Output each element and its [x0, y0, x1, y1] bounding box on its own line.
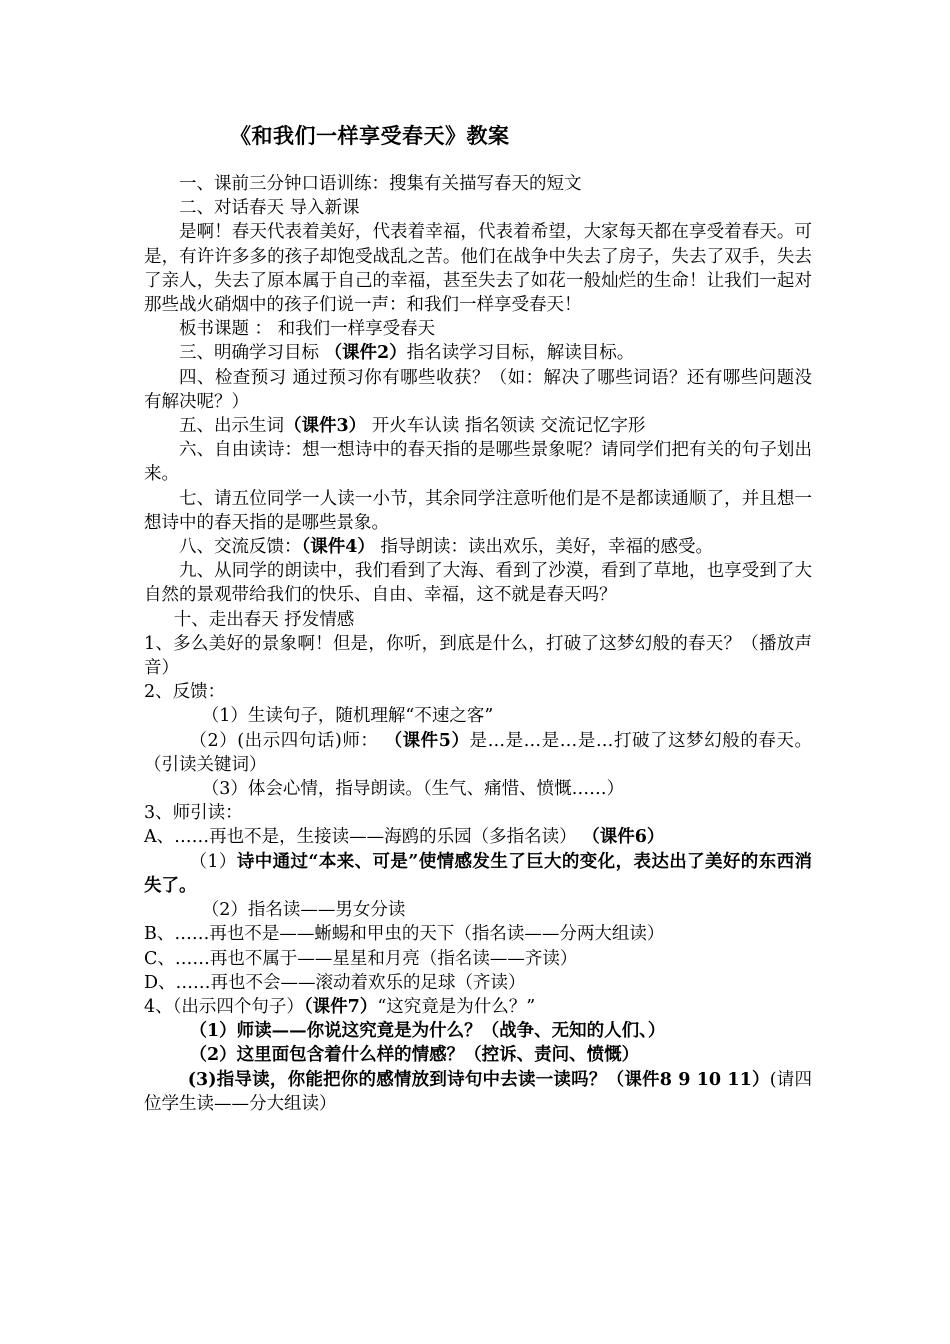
paragraph: 板书课题 ： 和我们一样享受春天	[179, 319, 436, 340]
paragraph: 是啊！春天代表着美好，代表着幸福，代表着希望，大家每天都在享受着春天。可是，有许许多多的孩子却饱受战乱之苦。他们在战争中失去了房子，失去了双手，失去了亲人，失去了原本属于自己的幸福，甚至失去了如花一般灿烂的生命！让我们一起对那些战火硝烟中的孩子们说一声：和我们一样享受春天！	[144, 222, 812, 316]
bold-text: 诗中通过“本来、可是”使情感发生了巨大的变化，表达出了美好的东西消失了。	[144, 851, 812, 896]
paragraph: （2）这里面包含着什么样的情感？（控诉、责问、愤慨）	[189, 1045, 640, 1066]
paragraph: （1）师读——你说这究竟是为什么？（战争、无知的人们、）	[189, 1021, 666, 1042]
paragraph: （1）生读句子，随机理解“不速之客”	[201, 706, 494, 727]
paragraph: 四、检查预习 通过预习你有哪些收获？（如：解决了哪些词语？还有哪些问题没有解决呢？）	[144, 367, 812, 412]
courseware-ref: （课件5）	[384, 730, 470, 751]
text-run: （2）(出示四句话)师：	[189, 730, 385, 751]
page-title: 《和我们一样享受春天》教案	[230, 123, 510, 148]
paragraph: （3）体会心情，指导朗读。（生气、痛惜、愤慨……）	[201, 779, 625, 800]
paragraph	[144, 1068, 812, 1116]
text-run: A、……再也不是，生接读——海鸥的乐园（多指名读）	[144, 827, 583, 848]
text-run: 指导朗读：读出欢乐，美好，幸福的感受。	[374, 537, 713, 558]
bold-text: (3)指导读，你能把你的感情放到诗句中去读一读吗？（课件8 9 10 11）	[187, 1069, 770, 1090]
paragraph: 二、对话春天 导入新课	[179, 198, 360, 219]
document-body	[144, 172, 812, 1116]
paragraph: D、……再也不会——滚动着欢乐的足球（齐读）	[144, 972, 526, 993]
courseware-ref: （课件6）	[582, 827, 665, 848]
courseware-ref: （课件2）	[324, 343, 407, 364]
paragraph: 3、师引读：	[144, 803, 243, 824]
paragraph: 六、自由读诗：想一想诗中的春天指的是哪些景象呢？请同学们把有关的句子划出来。	[144, 440, 812, 485]
text-run: (请四位学生读——分大组读）	[144, 1069, 813, 1114]
paragraph: 九、从同学的朗读中，我们看到了大海、看到了沙漠，看到了草地，也享受到了大自然的景观带给我们的快乐、自由、幸福，这不就是春天吗？	[144, 561, 812, 606]
paragraph: 2、反馈：	[144, 682, 226, 703]
paragraph	[144, 995, 812, 1019]
paragraph: （2）指名读——男女分读	[201, 900, 406, 921]
text-run: “这究竟是为什么？”	[377, 996, 536, 1017]
paragraph	[144, 729, 812, 777]
text-run: 八、交流反馈：	[179, 537, 302, 558]
text-run: 三、明确学习目标	[179, 343, 325, 364]
courseware-ref: （课件4）	[301, 537, 375, 558]
paragraph	[144, 850, 812, 898]
text-run: 是…是…是…是…打破了这梦幻般的春天。（引读关键词）	[144, 730, 812, 775]
paragraph	[144, 341, 812, 365]
paragraph	[144, 825, 812, 849]
paragraph	[144, 535, 812, 559]
paragraph	[144, 414, 812, 438]
paragraph: 一、课前三分钟口语训练：搜集有关描写春天的短文	[179, 174, 582, 194]
paragraph: 1、多么美好的景象啊！但是，你听，到底是什么，打破了这梦幻般的春天？（播放声音）	[144, 633, 812, 679]
text-run: （1）	[189, 851, 237, 872]
courseware-ref: （课件7）	[303, 996, 378, 1017]
paragraph: 七、请五位同学一人读一小节，其余同学注意听他们是不是都读通顺了，并且想一想诗中的春天指的是哪些景象。	[144, 488, 812, 533]
paragraph: B、……再也不是——蜥蜴和甲虫的天下（指名读——分两大组读）	[144, 924, 665, 945]
text-run: 开火车认读 指名领读 交流记忆字形	[366, 416, 646, 437]
text-run: 指名读学习目标，解读目标。	[406, 343, 635, 364]
courseware-ref: （课件3）	[284, 416, 367, 437]
text-run: 五、出示生词	[179, 416, 284, 437]
paragraph: C、……再也不属于——星星和月亮（指名读——齐读）	[144, 948, 578, 969]
text-run: 4、（出示四个句子）	[144, 996, 304, 1017]
paragraph: 十、走出春天 抒发情感	[173, 609, 355, 630]
